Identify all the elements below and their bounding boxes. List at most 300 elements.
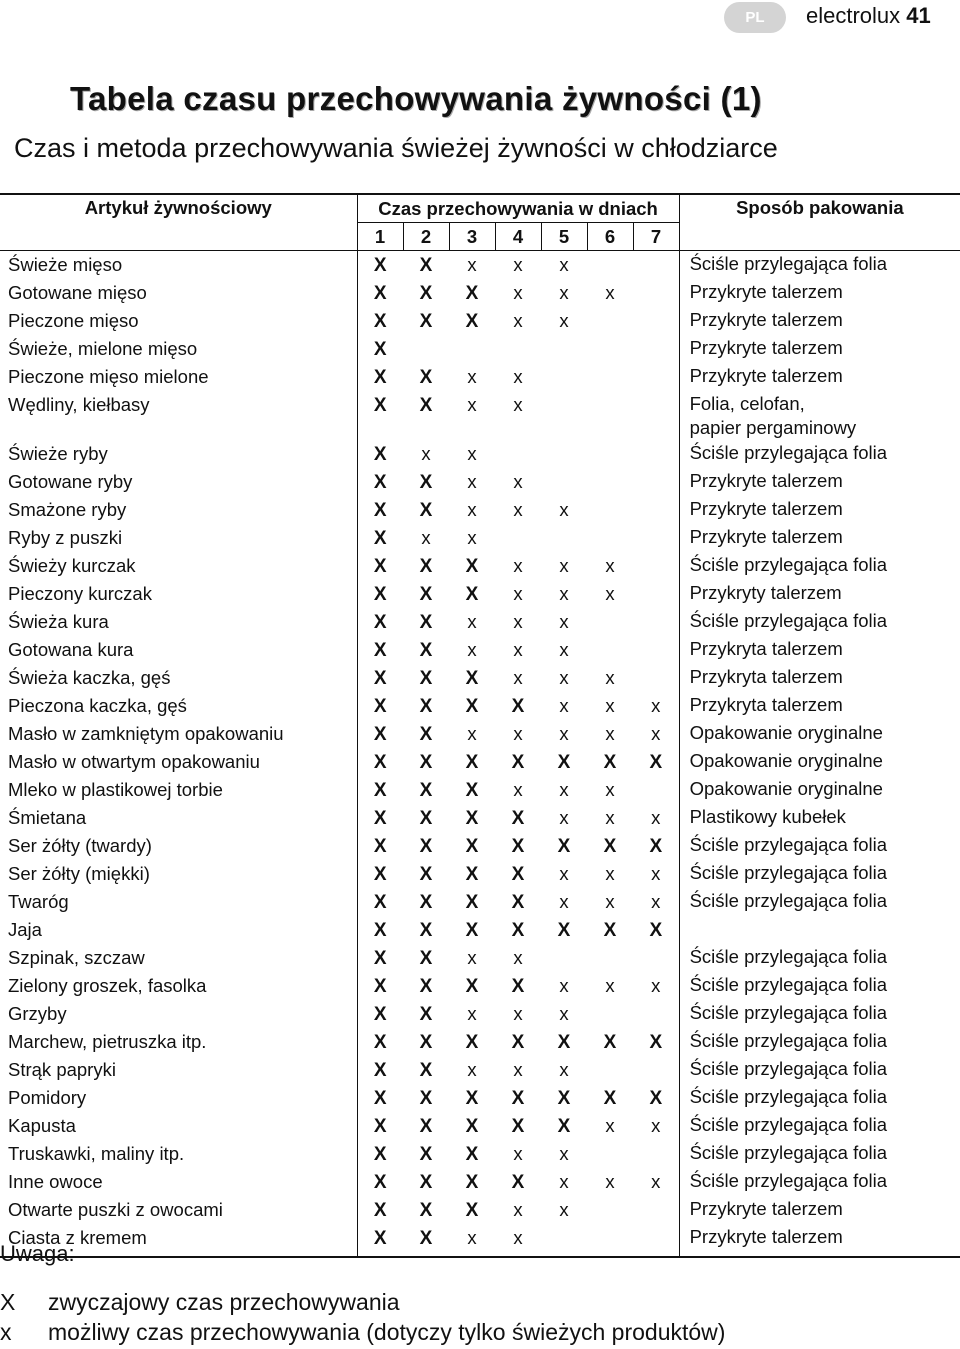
packaging-text: Ściśle przylegająca folia (689, 862, 888, 883)
day-cell (495, 944, 541, 972)
possible-time-mark: x (513, 254, 523, 275)
usual-time-mark: X (465, 311, 479, 332)
possible-time-mark: x (651, 807, 661, 828)
day-cell (541, 552, 587, 580)
food-item-name: Pomidory (0, 1084, 357, 1112)
day-cell (541, 832, 587, 860)
note-heading: Uwaga: (0, 1241, 75, 1266)
packaging-method (679, 860, 960, 888)
day-cell (449, 608, 495, 636)
day-cell (495, 251, 541, 280)
day-cell (587, 804, 633, 832)
day-cell (403, 1168, 449, 1196)
usual-time-mark: X (511, 976, 525, 997)
food-item-name: Szpinak, szczaw (0, 944, 357, 972)
possible-time-mark: x (513, 1003, 523, 1024)
food-item-name: Smażone ryby (0, 496, 357, 524)
possible-time-mark: x (559, 611, 569, 632)
day-cell (587, 916, 633, 944)
possible-time-mark: x (467, 394, 477, 415)
day-cell (587, 391, 633, 440)
day-cell (541, 608, 587, 636)
usual-time-mark: X (511, 920, 525, 941)
usual-time-mark: X (373, 1032, 387, 1053)
possible-time-mark: x (559, 1199, 569, 1220)
possible-time-mark: x (467, 1003, 477, 1024)
packaging-method (679, 251, 960, 280)
usual-time-mark: X (373, 640, 387, 661)
usual-time-mark: X (465, 752, 479, 773)
usual-time-mark: X (419, 668, 433, 689)
packaging-method (679, 972, 960, 1000)
day-cell (633, 335, 679, 363)
table-row (0, 748, 960, 776)
possible-time-mark: x (513, 555, 523, 576)
possible-time-mark: x (467, 947, 477, 968)
possible-time-mark: x (513, 1143, 523, 1164)
day-cell (495, 440, 541, 468)
food-item-name: Świeży kurczak (0, 552, 357, 580)
food-item-name: Grzyby (0, 1000, 357, 1028)
possible-time-mark: x (559, 282, 569, 303)
usual-time-mark: X (373, 444, 387, 465)
usual-time-mark: X (373, 556, 387, 577)
day-cell (403, 307, 449, 335)
day-cell (495, 335, 541, 363)
day-cell (633, 1084, 679, 1112)
legend-symbol: X (0, 1288, 16, 1315)
day-header-7: 7 (633, 223, 679, 251)
table-row (0, 888, 960, 916)
usual-time-mark: X (465, 1172, 479, 1193)
day-cell (403, 636, 449, 664)
day-cell (495, 664, 541, 692)
day-cell (403, 363, 449, 391)
day-cell (495, 1196, 541, 1224)
day-cell (633, 251, 679, 280)
usual-time-mark: X (557, 1088, 571, 1109)
day-cell (357, 496, 403, 524)
col-header-item: Artykuł żywnościowy (0, 194, 357, 251)
food-item-name: Gotowana kura (0, 636, 357, 664)
usual-time-mark: X (465, 864, 479, 885)
day-cell (587, 440, 633, 468)
day-cell (357, 860, 403, 888)
day-cell (403, 496, 449, 524)
day-cell (357, 580, 403, 608)
possible-time-mark: x (559, 723, 569, 744)
day-cell (495, 608, 541, 636)
possible-time-mark: x (559, 555, 569, 576)
usual-time-mark: X (419, 1144, 433, 1165)
packaging-text: Ściśle przylegająca folia (689, 253, 888, 274)
food-item-name: Truskawki, maliny itp. (0, 1140, 357, 1168)
day-cell (495, 1028, 541, 1056)
day-cell (633, 1000, 679, 1028)
day-cell (587, 1084, 633, 1112)
day-cell (541, 440, 587, 468)
possible-time-mark: x (605, 807, 615, 828)
packaging-method (679, 1084, 960, 1112)
food-item-name: Mleko w plastikowej torbie (0, 776, 357, 804)
possible-time-mark: x (559, 1143, 569, 1164)
usual-time-mark: X (419, 892, 433, 913)
possible-time-mark: x (651, 1115, 661, 1136)
day-cell (633, 692, 679, 720)
day-cell (587, 279, 633, 307)
usual-time-mark: X (465, 892, 479, 913)
packaging-text: Przykryte talerzem (689, 309, 843, 330)
col-header-days: Czas przechowywania w dniach (357, 194, 679, 223)
usual-time-mark: X (373, 1144, 387, 1165)
table-row (0, 776, 960, 804)
packaging-text: Ściśle przylegająca folia (689, 946, 888, 967)
usual-time-mark: X (373, 1088, 387, 1109)
food-item-name: Jaja (0, 916, 357, 944)
possible-time-mark: x (605, 695, 615, 716)
day-cell (449, 832, 495, 860)
day-cell (357, 1112, 403, 1140)
packaging-text: Ściśle przylegająca folia (689, 1058, 888, 1079)
food-item-name: Pieczona kaczka, gęś (0, 692, 357, 720)
day-cell (587, 636, 633, 664)
usual-time-mark: X (373, 864, 387, 885)
day-cell (403, 692, 449, 720)
possible-time-mark: x (513, 583, 523, 604)
storage-table (0, 193, 960, 1258)
table-row (0, 1056, 960, 1084)
possible-time-mark: x (559, 891, 569, 912)
day-cell (357, 524, 403, 552)
day-cell (449, 307, 495, 335)
possible-time-mark: x (559, 639, 569, 660)
packaging-method (679, 944, 960, 972)
possible-time-mark: x (467, 1227, 477, 1248)
day-cell (633, 1196, 679, 1224)
day-cell (495, 748, 541, 776)
possible-time-mark: x (559, 583, 569, 604)
day-cell (403, 888, 449, 916)
food-item-name: Twaróg (0, 888, 357, 916)
usual-time-mark: X (373, 311, 387, 332)
table-row (0, 251, 960, 280)
packaging-method (679, 636, 960, 664)
day-cell (633, 391, 679, 440)
packaging-method (679, 1168, 960, 1196)
possible-time-mark: x (605, 863, 615, 884)
day-cell (587, 1140, 633, 1168)
day-cell (357, 888, 403, 916)
usual-time-mark: X (419, 500, 433, 521)
packaging-method (679, 580, 960, 608)
day-cell (403, 860, 449, 888)
day-cell (633, 608, 679, 636)
table-row (0, 307, 960, 335)
packaging-text: Ściśle przylegająca folia (689, 890, 888, 911)
day-cell (357, 552, 403, 580)
table-row (0, 1112, 960, 1140)
packaging-text: Przykryte talerzem (689, 1226, 843, 1247)
day-cell (357, 1084, 403, 1112)
day-cell (541, 1196, 587, 1224)
usual-time-mark: X (419, 255, 433, 276)
day-cell (495, 1084, 541, 1112)
possible-time-mark: x (559, 667, 569, 688)
legend-text: zwyczajowy czas przechowywania (48, 1288, 400, 1315)
possible-time-mark: x (651, 1171, 661, 1192)
packaging-method (679, 552, 960, 580)
packaging-method (679, 776, 960, 804)
usual-time-mark: X (603, 1032, 617, 1053)
day-cell (541, 1000, 587, 1028)
day-header-3: 3 (449, 223, 495, 251)
possible-time-mark: x (559, 1059, 569, 1080)
day-cell (403, 832, 449, 860)
day-cell (403, 1112, 449, 1140)
day-cell (541, 776, 587, 804)
day-cell (587, 1056, 633, 1084)
usual-time-mark: X (373, 472, 387, 493)
usual-time-mark: X (419, 367, 433, 388)
day-cell (357, 664, 403, 692)
day-cell (449, 1140, 495, 1168)
packaging-method (679, 1196, 960, 1224)
day-cell (495, 804, 541, 832)
day-cell (541, 1028, 587, 1056)
day-cell (633, 1112, 679, 1140)
table-row (0, 1140, 960, 1168)
packaging-method (679, 335, 960, 363)
day-cell (495, 776, 541, 804)
food-item-name: Świeża kura (0, 608, 357, 636)
usual-time-mark: X (373, 920, 387, 941)
day-cell (587, 307, 633, 335)
packaging-method (679, 664, 960, 692)
day-cell (495, 496, 541, 524)
day-cell (403, 608, 449, 636)
page-subtitle: Czas i metoda przechowywania świeżej żywności w chłodziarce (14, 133, 778, 163)
day-cell (357, 1168, 403, 1196)
possible-time-mark: x (467, 527, 477, 548)
day-cell (541, 391, 587, 440)
day-header-2: 2 (403, 223, 449, 251)
table-row (0, 804, 960, 832)
day-cell (633, 363, 679, 391)
day-cell (495, 916, 541, 944)
day-cell (449, 1084, 495, 1112)
usual-time-mark: X (557, 920, 571, 941)
day-cell (587, 720, 633, 748)
packaging-text-line2: papier pergaminowy (689, 417, 857, 438)
usual-time-mark: X (465, 556, 479, 577)
day-cell (357, 1224, 403, 1257)
possible-time-mark: x (467, 471, 477, 492)
possible-time-mark: x (513, 282, 523, 303)
day-cell (541, 972, 587, 1000)
packaging-method (679, 496, 960, 524)
usual-time-mark: X (373, 1116, 387, 1137)
usual-time-mark: X (557, 1116, 571, 1137)
possible-time-mark: x (467, 639, 477, 660)
table-body (0, 251, 960, 1258)
possible-time-mark: x (651, 975, 661, 996)
table-row (0, 391, 960, 440)
packaging-method (679, 888, 960, 916)
day-cell (449, 944, 495, 972)
possible-time-mark: x (513, 667, 523, 688)
table-row (0, 1000, 960, 1028)
possible-time-mark: x (513, 611, 523, 632)
usual-time-mark: X (465, 808, 479, 829)
food-item-name: Śmietana (0, 804, 357, 832)
usual-time-mark: X (373, 283, 387, 304)
packaging-method (679, 468, 960, 496)
food-item-name: Otwarte puszki z owocami (0, 1196, 357, 1224)
usual-time-mark: X (419, 556, 433, 577)
possible-time-mark: x (513, 1199, 523, 1220)
day-cell (449, 776, 495, 804)
day-cell (403, 944, 449, 972)
usual-time-mark: X (603, 920, 617, 941)
table-row (0, 832, 960, 860)
packaging-method (679, 307, 960, 335)
food-item-name: Kapusta (0, 1112, 357, 1140)
usual-time-mark: X (557, 1032, 571, 1053)
day-cell (449, 1028, 495, 1056)
packaging-text: Ściśle przylegająca folia (689, 554, 888, 575)
day-cell (633, 916, 679, 944)
usual-time-mark: X (419, 1172, 433, 1193)
food-item-name: Ciasta z kremem (0, 1224, 357, 1257)
packaging-text: Przykryte talerzem (689, 365, 843, 386)
possible-time-mark: x (559, 863, 569, 884)
day-cell (541, 1112, 587, 1140)
usual-time-mark: X (465, 696, 479, 717)
packaging-text: Ściśle przylegająca folia (689, 442, 888, 463)
usual-time-mark: X (373, 584, 387, 605)
usual-time-mark: X (373, 612, 387, 633)
day-cell (403, 1196, 449, 1224)
legend-text: możliwy czas przechowywania (dotyczy tylko świeżych produktów) (48, 1318, 726, 1345)
day-cell (495, 279, 541, 307)
packaging-text: Ściśle przylegająca folia (689, 1114, 888, 1135)
possible-time-mark: x (605, 667, 615, 688)
packaging-text: Przykryte talerzem (689, 337, 843, 358)
possible-time-mark: x (513, 394, 523, 415)
packaging-method (679, 1140, 960, 1168)
day-cell (357, 440, 403, 468)
usual-time-mark: X (511, 696, 525, 717)
usual-time-mark: X (419, 976, 433, 997)
possible-time-mark: x (513, 471, 523, 492)
day-cell (449, 391, 495, 440)
day-cell (495, 1056, 541, 1084)
packaging-method (679, 720, 960, 748)
usual-time-mark: X (511, 864, 525, 885)
day-cell (541, 580, 587, 608)
day-header-6: 6 (587, 223, 633, 251)
day-cell (587, 1224, 633, 1257)
usual-time-mark: X (511, 836, 525, 857)
day-cell (403, 916, 449, 944)
day-cell (495, 552, 541, 580)
usual-time-mark: X (465, 1032, 479, 1053)
usual-time-mark: X (419, 1228, 433, 1249)
day-cell (587, 468, 633, 496)
day-cell (403, 972, 449, 1000)
day-cell (541, 748, 587, 776)
day-cell (495, 1168, 541, 1196)
page-title: Tabela czasu przechowywania żywności (1) (70, 80, 762, 117)
usual-time-mark: X (603, 836, 617, 857)
usual-time-mark: X (465, 836, 479, 857)
day-cell (449, 496, 495, 524)
day-cell (449, 1056, 495, 1084)
possible-time-mark: x (605, 555, 615, 576)
food-item-name: Świeża kaczka, gęś (0, 664, 357, 692)
day-cell (587, 1112, 633, 1140)
day-cell (633, 1224, 679, 1257)
day-cell (449, 888, 495, 916)
packaging-text: Ściśle przylegająca folia (689, 1030, 888, 1051)
day-cell (541, 524, 587, 552)
day-cell (541, 692, 587, 720)
table-header-row (0, 194, 960, 223)
packaging-method (679, 1028, 960, 1056)
day-cell (449, 580, 495, 608)
day-cell (449, 692, 495, 720)
day-cell (495, 860, 541, 888)
food-item-name: Świeże, mielone mięso (0, 335, 357, 363)
possible-time-mark: x (513, 1059, 523, 1080)
day-cell (633, 440, 679, 468)
day-cell (587, 552, 633, 580)
usual-time-mark: X (465, 780, 479, 801)
usual-time-mark: X (465, 920, 479, 941)
day-cell (587, 363, 633, 391)
usual-time-mark: X (373, 836, 387, 857)
day-cell (495, 1112, 541, 1140)
possible-time-mark: x (605, 975, 615, 996)
day-cell (541, 1140, 587, 1168)
possible-time-mark: x (605, 891, 615, 912)
table-row (0, 468, 960, 496)
possible-time-mark: x (467, 254, 477, 275)
possible-time-mark: x (513, 639, 523, 660)
usual-time-mark: X (649, 1032, 663, 1053)
usual-time-mark: X (465, 1144, 479, 1165)
usual-time-mark: X (419, 1060, 433, 1081)
day-cell (357, 279, 403, 307)
day-cell (357, 944, 403, 972)
packaging-method (679, 363, 960, 391)
day-cell (357, 832, 403, 860)
usual-time-mark: X (419, 1032, 433, 1053)
possible-time-mark: x (559, 1171, 569, 1192)
day-cell (633, 860, 679, 888)
day-cell (541, 1168, 587, 1196)
possible-time-mark: x (605, 779, 615, 800)
day-cell (403, 720, 449, 748)
food-item-name: Ryby z puszki (0, 524, 357, 552)
possible-time-mark: x (467, 443, 477, 464)
day-cell (541, 636, 587, 664)
usual-time-mark: X (649, 752, 663, 773)
usual-time-mark: X (373, 367, 387, 388)
usual-time-mark: X (557, 752, 571, 773)
usual-time-mark: X (373, 1172, 387, 1193)
packaging-text: Folia, celofan, (689, 393, 805, 414)
